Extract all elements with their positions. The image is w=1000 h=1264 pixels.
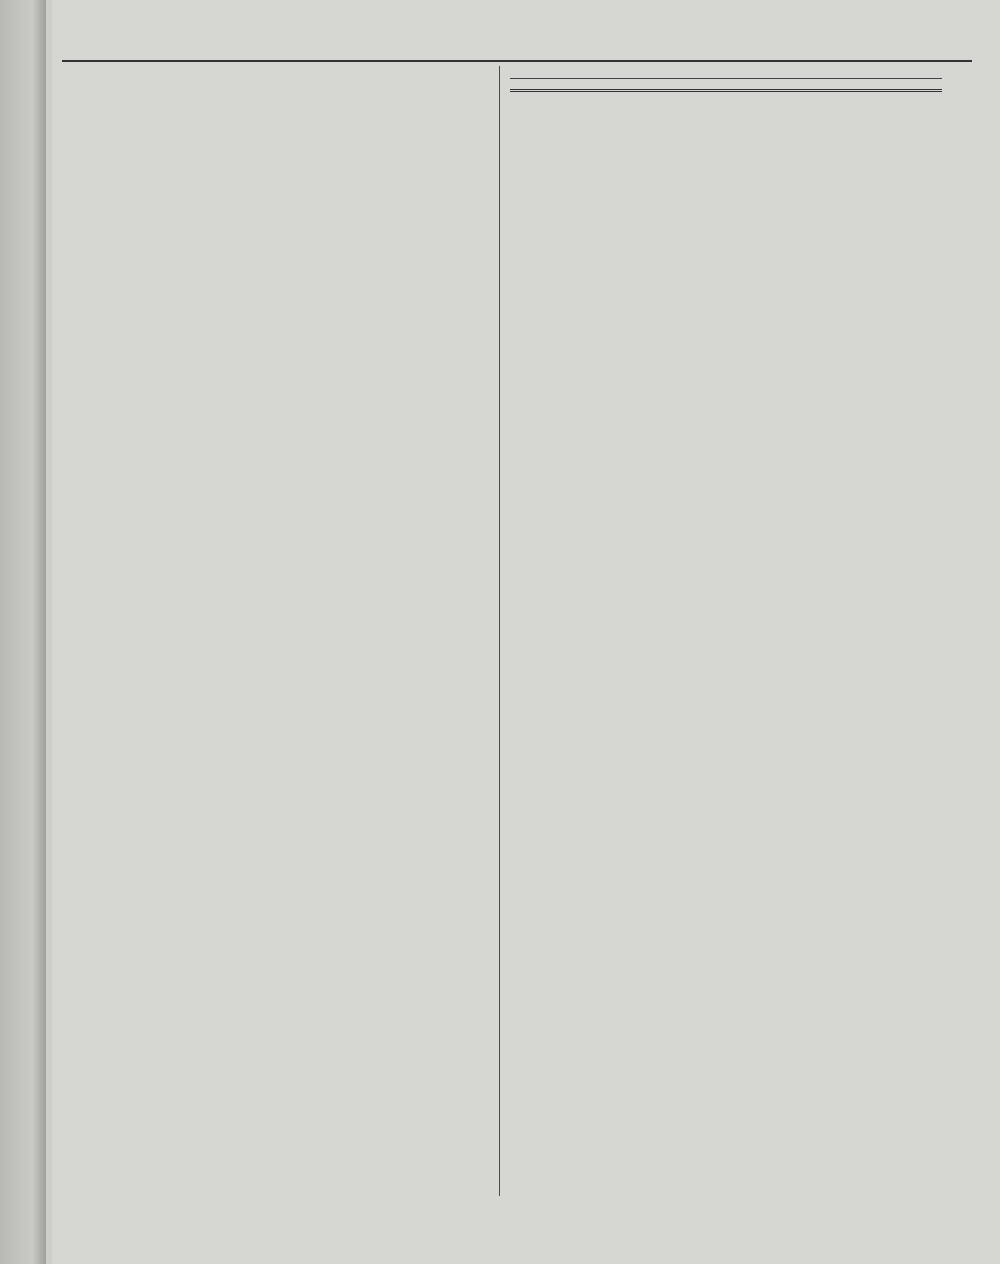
right-column — [510, 68, 942, 1248]
adjacent-page-strip — [0, 0, 46, 1264]
column-divider — [499, 66, 500, 1196]
section-divider — [510, 89, 942, 92]
newspaper-page — [52, 0, 1000, 1264]
left-column — [72, 68, 490, 1248]
page-header — [62, 30, 972, 62]
section-divider — [510, 78, 942, 79]
